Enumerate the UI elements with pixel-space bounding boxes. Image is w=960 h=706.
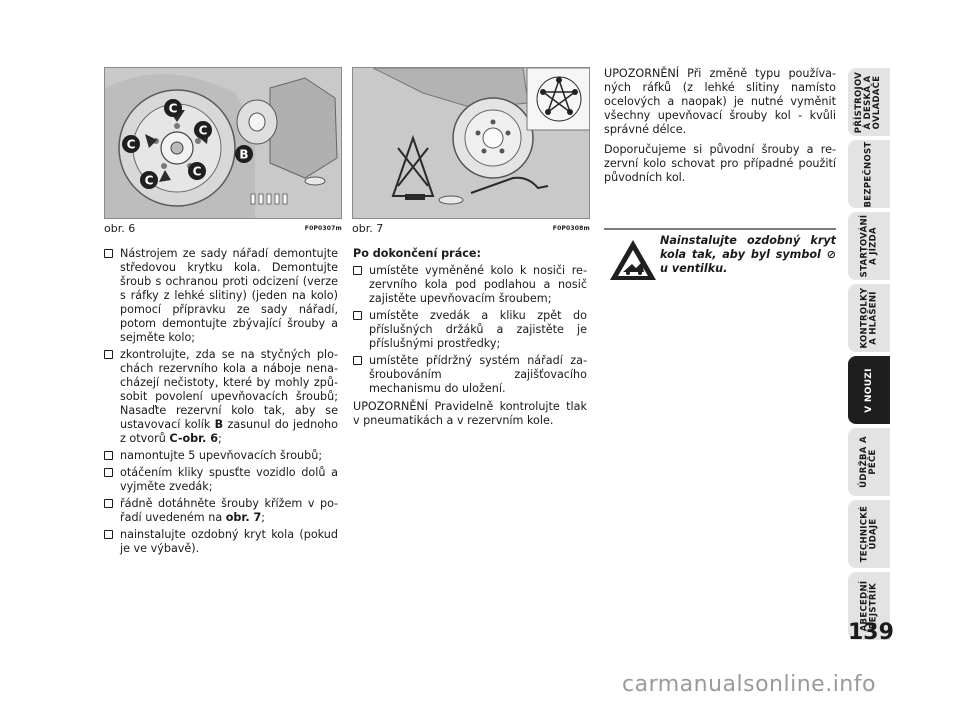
chapter-tab-label: STARTOVÁNÍ A JÍZDA — [859, 214, 878, 278]
middle-heading: Po dokončení práce: — [353, 247, 481, 260]
middle-bullet-item — [353, 264, 587, 306]
right-para-2: Doporučujeme si původní šrouby a rezervní kolo schovat pro případné použití původních kol. — [604, 143, 836, 184]
checkbox-bullet-icon — [353, 356, 362, 365]
text: zasunul do jednoho z otvorů — [120, 418, 338, 445]
text: ; — [218, 432, 222, 445]
checkbox-bullet-icon — [104, 468, 113, 477]
checkbox-bullet-icon — [104, 499, 113, 508]
left-bullet-item — [104, 348, 338, 446]
left-bullet-list — [104, 247, 338, 556]
left-bullet-item — [104, 466, 338, 494]
label-c-5: C — [192, 164, 202, 179]
chapter-tab-label: ÚDRŽBA A PÉČE — [859, 436, 879, 488]
chapter-tab-label: TECHNICKÉ ÚDAJE — [859, 505, 879, 563]
checkbox-bullet-icon — [104, 530, 113, 539]
checkbox-bullet-icon — [104, 350, 113, 359]
chapter-tab[interactable] — [848, 500, 890, 568]
page-number: 139 — [848, 620, 894, 645]
figure-7-label: obr. 7 — [352, 222, 384, 235]
checkbox-bullet-icon — [104, 249, 113, 258]
chapter-tab-label: ABECEDNÍ REJSTŘÍK — [859, 580, 879, 632]
label-c-1: C — [168, 101, 178, 116]
bold-text: obr. 7 — [225, 511, 262, 524]
watermark: carmanualsonline.info — [622, 672, 876, 697]
right-para-1: UPOZORNĚNÍ Při změně typu používaných ráfků (z lehké slitiny namísto ocelových a naopak) je nutné vyměnit všechny upevňovací šrouby kol - kvůli správné délce. — [604, 67, 836, 136]
middle-bullet-list — [353, 264, 587, 396]
chapter-tab-label: KONTROLKY A HLÁŠENÍ — [859, 287, 879, 349]
left-column — [104, 247, 338, 559]
text: umístěte zvedák a kliku zpět do příslušných držáků a zajistěte je příslušnými prostředky; — [369, 309, 587, 350]
left-bullet-item — [104, 247, 338, 345]
label-c-2: C — [198, 123, 208, 138]
text: otáčením kliky spusťte vozidlo dolů a vyjměte zvedák; — [120, 466, 338, 493]
middle-note: UPOZORNĚNÍ Pravidelně kontrolujte tlak v pneumatikách a v rezervním kole. — [353, 400, 587, 427]
chapter-tab[interactable] — [848, 284, 890, 352]
text: umístěte vyměněné kolo k nosiči rezervního kola pod podlahou a nosič zajistěte upevňovacím šroubem; — [369, 264, 587, 305]
chapter-tab-label: PŘÍSTROJOV Á DESKA A OVLADAČE — [854, 71, 883, 133]
text: umístěte přídržný systém nářadí zašroubováním zajišťovacího mechanismu do uložení. — [369, 354, 587, 395]
warning-text: Nainstalujte ozdobný kryt kola tak, aby byl symbol ⊘ u ventilku. — [660, 234, 836, 275]
figure-6-illustration — [104, 67, 342, 219]
figure-7-illustration — [352, 67, 590, 219]
chapter-tab[interactable] — [848, 356, 890, 424]
warning-triangle-icon — [608, 238, 658, 282]
text: řádně dotáhněte šrouby křížem v pořadí uvedeném na — [120, 497, 338, 524]
chapter-tab[interactable] — [848, 212, 890, 280]
figure-6-code: F0P0307m — [304, 225, 342, 232]
middle-bullet-item — [353, 309, 587, 351]
checkbox-bullet-icon — [104, 451, 113, 460]
chapter-tab[interactable] — [848, 140, 890, 208]
left-bullet-item — [104, 528, 338, 556]
middle-column — [353, 247, 587, 434]
bold-text: C-obr. 6 — [169, 432, 219, 445]
chapter-tab[interactable] — [848, 428, 890, 496]
left-bullet-item — [104, 449, 338, 463]
checkbox-bullet-icon — [353, 266, 362, 275]
left-bullet-item — [104, 497, 338, 525]
chapter-tab-label: V NOUZI — [863, 367, 874, 413]
warning-rule — [604, 228, 836, 230]
text: zkontrolujte, zda se na styčných plochách rezervního kola a náboje nenacházejí nečistoty, které by mohly způsobit povolení upevňovacích šroubů; Nasaďte rezervní kolo tak, aby se ustavovací kolík — [120, 348, 338, 431]
text: ; — [261, 511, 266, 524]
text: namontujte 5 upevňovacích šroubů; — [120, 449, 323, 462]
text: Nástrojem ze sady nářadí demontujte středovou krytku kola. Demontujte šroub s ochranou proti odcizení (verze s ráfky z lehké slitiny) (jeden na kolo) pomocí přípravku ze sady nářadí, potom demontujte zbývající šrouby a sejměte kolo; — [120, 247, 338, 344]
chapter-tab-label: BEZPEČNOST — [863, 141, 874, 207]
text: nainstalujte ozdobný kryt kola (pokud je ve výbavě). — [120, 528, 338, 555]
figure-7-code: F0P0308m — [552, 225, 590, 232]
middle-bullet-item — [353, 354, 587, 396]
label-c-3: C — [126, 137, 136, 152]
right-column — [604, 67, 836, 191]
label-b: B — [239, 147, 249, 162]
label-c-4: C — [144, 173, 154, 188]
warning-box — [604, 228, 836, 286]
figure-7-caption — [352, 222, 590, 235]
figure-6-label: obr. 6 — [104, 222, 136, 235]
figure-6-caption — [104, 222, 342, 235]
bold-text: B — [214, 418, 224, 431]
chapter-tab[interactable] — [848, 68, 890, 136]
checkbox-bullet-icon — [353, 311, 362, 320]
